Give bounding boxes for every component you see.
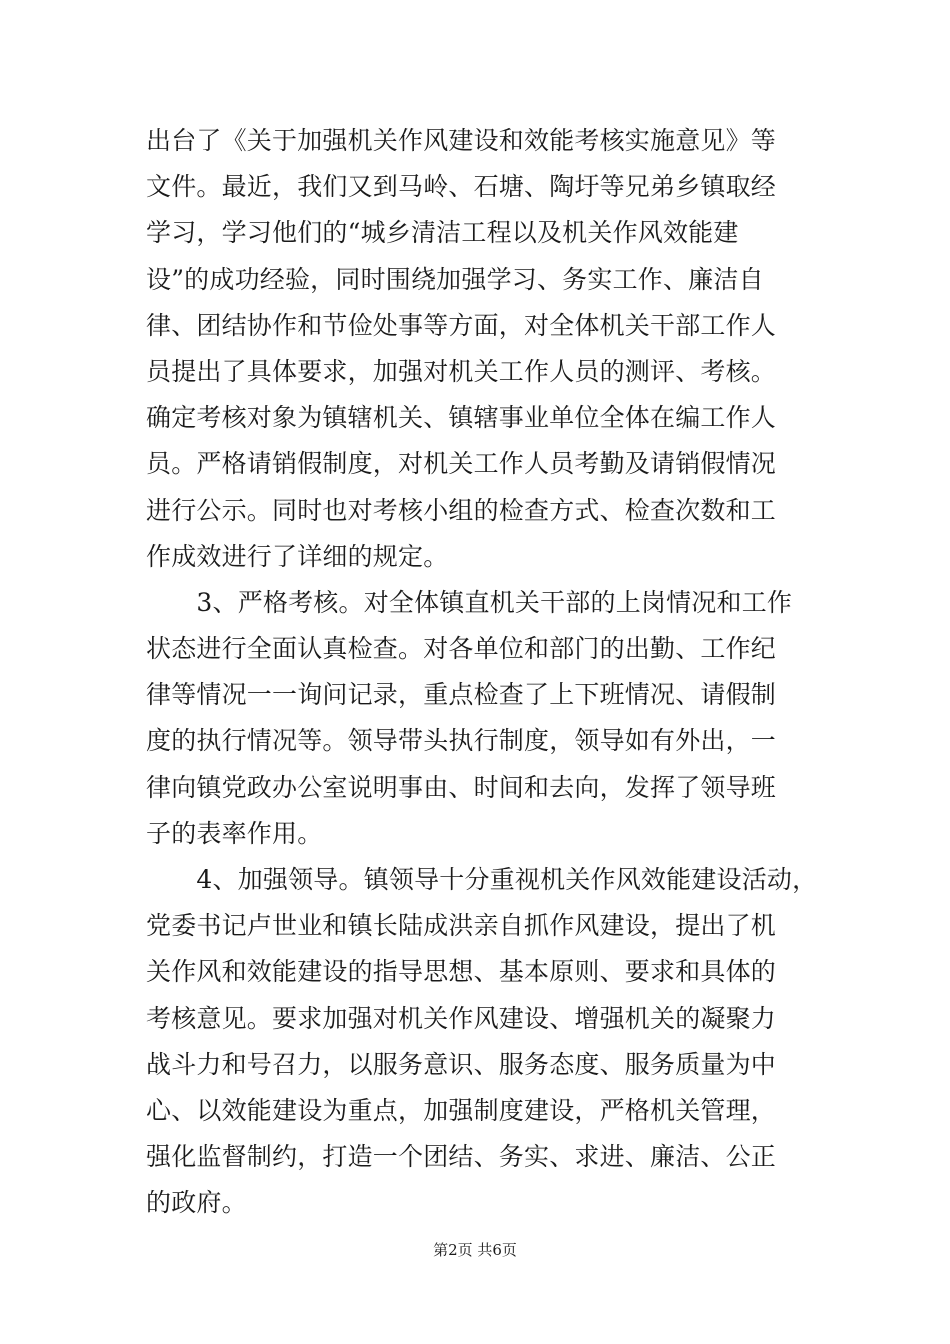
text-line: 律等情况一一询问记录，重点检查了上下班情况、请假制	[146, 680, 777, 710]
text-line: 3、严格考核。对全体镇直机关干部的上岗情况和工作	[146, 587, 793, 617]
text-line: 战斗力和号召力，以服务意识、服务态度、服务质量为中	[146, 1049, 777, 1079]
text-line: 状态进行全面认真检查。对各单位和部门的出勤、工作纪	[146, 634, 777, 664]
body-text	[146, 118, 818, 1227]
text-line: 的政府。	[146, 1188, 247, 1218]
text-line: 律、团结协作和节俭处事等方面，对全体机关干部工作人	[146, 310, 777, 340]
text-line: 文件。最近，我们又到马岭、石塘、陶圩等兄弟乡镇取经	[146, 172, 777, 202]
text-line: 作成效进行了详细的规定。	[146, 541, 449, 571]
text-line: 员提出了具体要求，加强对机关工作人员的测评、考核。	[146, 356, 777, 386]
text-line: 律向镇党政办公室说明事由、时间和去向，发挥了领导班	[146, 772, 777, 802]
page-number-footer: 第2页 共6页	[433, 1241, 517, 1259]
text-line: 心、以效能建设为重点，加强制度建设，严格机关管理，	[146, 1095, 777, 1125]
text-line: 子的表率作用。	[146, 818, 323, 848]
text-line: 4、加强领导。镇领导十分重视机关作风效能建设活动，	[146, 865, 818, 894]
text-line: 确定考核对象为镇辖机关、镇辖事业单位全体在编工作人	[146, 403, 777, 433]
text-line: 强化监督制约，打造一个团结、务实、求进、廉洁、公正	[146, 1142, 777, 1172]
text-line: 进行公示。同时也对考核小组的检查方式、检查次数和工	[146, 495, 777, 525]
text-line: 出台了《关于加强机关作风建设和效能考核实施意见》等	[146, 126, 777, 155]
text-line: 学习，学习他们的“城乡清洁工程以及机关作风效能建	[146, 218, 739, 248]
text-line: 考核意见。要求加强对机关作风建设、增强机关的凝聚力	[146, 1003, 777, 1033]
paragraph-work-style-rules	[146, 118, 808, 580]
text-line: 党委书记卢世业和镇长陆成洪亲自抓作风建设，提出了机	[146, 911, 777, 941]
paragraph-strengthen-leadership	[146, 857, 818, 1227]
text-line: 度的执行情况等。领导带头执行制度，领导如有外出，一	[146, 726, 777, 756]
text-line: 设”的成功经验，同时围绕加强学习、务实工作、廉洁自	[146, 264, 764, 294]
text-line: 员。严格请销假制度，对机关工作人员考勤及请销假情况	[146, 449, 777, 479]
text-line: 关作风和效能建设的指导思想、基本原则、要求和具体的	[146, 957, 777, 987]
paragraph-strict-assessment	[146, 580, 808, 857]
